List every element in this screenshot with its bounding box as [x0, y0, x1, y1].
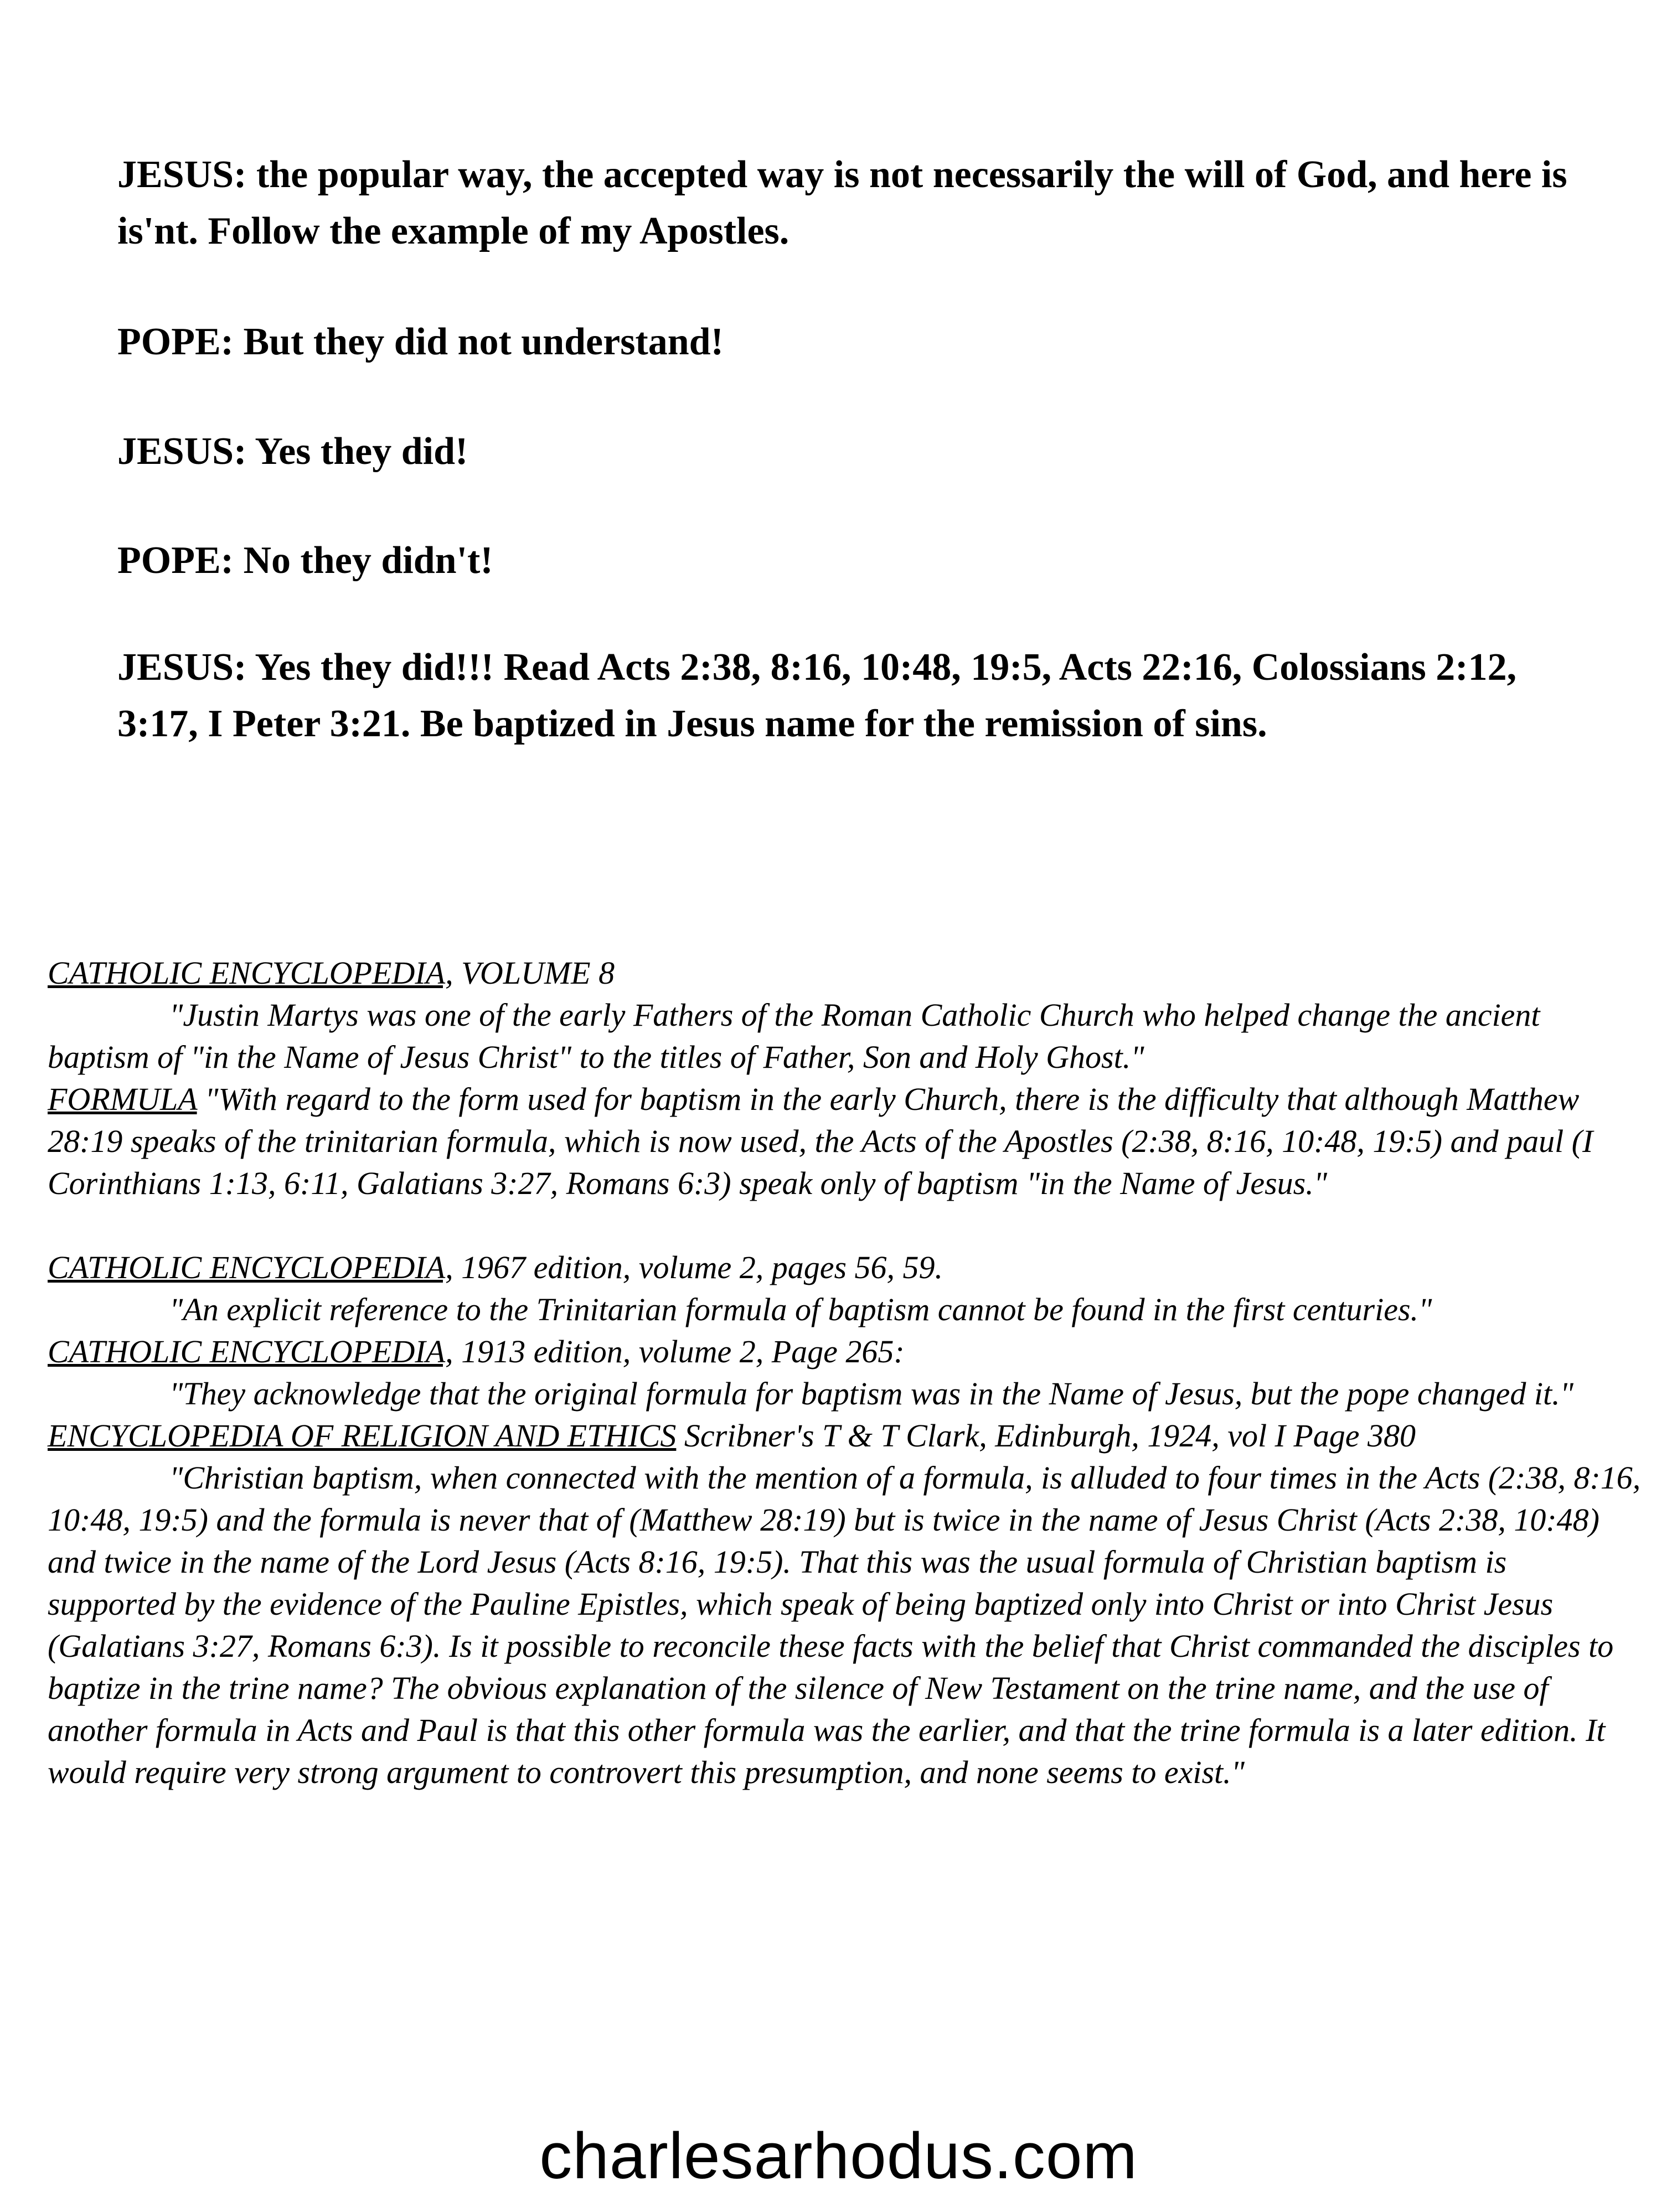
citation-quote-4: "Christian baptism, when connected with the mention of a formula, is alluded to four times in the Acts (2:38, 8:16, 10:48, 19:5) and the formula is never that of (Matthew 28:19) but is twice in the name of Jesus Christ (Acts 2:38, 10:48) and twice in the name of the Lord Jesus (Acts 8:16, 19:5). That this was the usual formula of Christian baptism is supported by the evidence of the Pauline Epistles, which speak of being baptized only into Christ or into Christ Jesus (Galatians 3:27, Romans 6:3). Is it possible to reconcile these facts with the belief that Christ commanded the disciples to baptize in the trine name? The obvious explanation of the silence of New Testament on the trine name, and the use of another formula in Acts and Paul is that this other formula was the earlier, and that the trine formula is a later edition. It would require very strong argument to controvert this presumption, and none seems to exist." [48, 1460, 1641, 1790]
citations-section [48, 952, 1642, 1794]
citation-quote-2: "An explicit reference to the Trinitarian formula of baptism cannot be found in the first centuries." [169, 1291, 1432, 1327]
citation-source-meta: Scribner's T & T Clark, Edinburgh, 1924, vol I Page 380 [676, 1418, 1416, 1454]
citation-heading-3 [48, 1331, 1642, 1373]
citation-source-meta: 1967 edition, volume 2, pages 56, 59. [453, 1249, 943, 1285]
spacer [48, 1205, 1642, 1247]
citation-source-meta: VOLUME 8 [453, 955, 615, 991]
citation-source-title: CATHOLIC ENCYCLOPEDIA, [48, 1334, 453, 1369]
dialogue-line-jesus-3: JESUS: Yes they did!!! Read Acts 2:38, 8:16, 10:48, 19:5, Acts 22:16, Colossians 2:12, 3:17, I Peter 3:21. Be baptized in Jesus name for the remission of sins. [117, 646, 1517, 745]
citation-source-title: CATHOLIC ENCYCLOPEDIA, [48, 1249, 453, 1285]
citation-source-title: FORMULA [48, 1081, 197, 1117]
citation-heading-4 [48, 1415, 1642, 1457]
dialogue-line-pope-2: POPE: No they didn't! [117, 539, 493, 582]
citation-quote-text: "With regard to the form used for baptism in the early Church, there is the difficulty that although Matthew 28:19 speaks of the trinitarian formula, which is now used, the Acts of the Apostles (2:38, 8:16, 10:48, 19:5) and paul (I Corinthians 1:13, 6:11, Galatians 3:27, Romans 6:3) speak only of baptism "in the Name of Jesus." [48, 1081, 1593, 1201]
dialogue-line-jesus-2: JESUS: Yes they did! [117, 430, 468, 473]
citation-quote-1b [48, 1078, 1642, 1205]
citation-quote-1: "Justin Martys was one of the early Fathers of the Roman Catholic Church who helped change the ancient baptism of "in the Name of Jesus Christ" to the titles of Father, Son and Holy Ghost." [48, 997, 1540, 1075]
citation-source-title: ENCYCLOPEDIA OF RELIGION AND ETHICS [48, 1418, 677, 1454]
citation-source-title: CATHOLIC ENCYCLOPEDIA, [48, 955, 453, 991]
citation-source-meta: 1913 edition, volume 2, Page 265: [453, 1334, 905, 1369]
citation-quote-3: "They acknowledge that the original formula for baptism was in the Name of Jesus, but the pope changed it." [169, 1376, 1573, 1412]
dialogue-line-jesus-1: JESUS: the popular way, the accepted way is not necessarily the will of God, and here is is'nt. Follow the example of my Apostles. [117, 153, 1567, 252]
citation-heading-1 [48, 952, 1642, 994]
citation-heading-2 [48, 1247, 1642, 1289]
footer-brand-watermark: charlesarhodus.com [539, 2120, 1138, 2193]
dialogue-line-pope-1: POPE: But they did not understand! [117, 321, 724, 363]
